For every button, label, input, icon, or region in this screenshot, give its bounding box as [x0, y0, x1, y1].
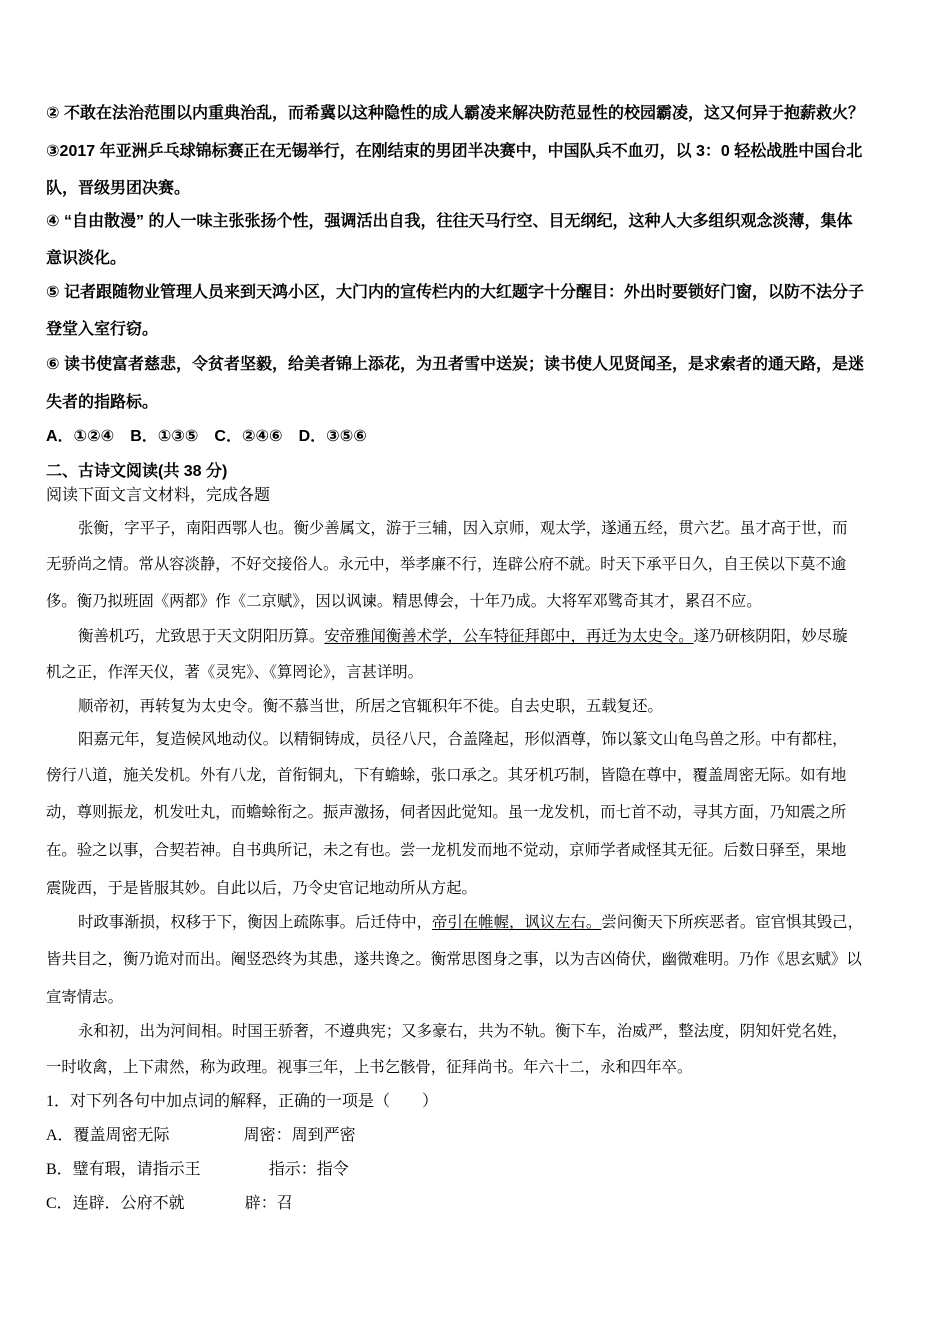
- option-b-text: B．璧有瑕，请指示王: [46, 1161, 201, 1178]
- item-5-line-2: 登堂入室行窃。: [46, 321, 159, 338]
- item-4-line-1: ④ “自由散漫” 的人一味主张张扬个性，强调活出自我，往往天马行空、目无纲纪，这种人大多组织观念淡薄，集体: [46, 213, 853, 230]
- passage-p1-line-1: 张衡，字平子，南阳西鄂人也。衡少善属文，游于三辅，因入京师，观太学，遂通五经，贯六艺。虽才高于世，而: [78, 519, 848, 537]
- passage-p4-line-2: 傍行八道，施关发机。外有八龙，首衔铜丸，下有蟾蜍，张口承之。其牙机巧制，皆隐在尊中，覆盖周密无际。如有地: [46, 766, 847, 784]
- passage-p5-line-1: [78, 910, 863, 932]
- passage-p5-text-a: 时政事渐损，权移于下，衡因上疏陈事。后迁侍中，: [78, 913, 432, 931]
- item-5-line-1: ⑤ 记者跟随物业管理人员来到天鸿小区，大门内的宣传栏内的大红题字十分醒目：外出时要锁好门窗，以防不法分子: [46, 284, 864, 301]
- option-a-text: A．覆盖周密无际: [46, 1127, 170, 1144]
- option-b-gloss: 指示：指令: [268, 1161, 349, 1178]
- passage-p2-text-a: 衡善机巧，尤致思于天文阴阳历算。: [78, 627, 325, 645]
- passage-p4-line-4: 在。验之以事，合契若神。自书典所记，未之有也。尝一龙机发而地不觉动，京师学者咸怪其无征。后数日驿至，果地: [46, 841, 847, 859]
- passage-p5-line-2: 皆共目之，衡乃诡对而出。阉竖恐终为其患，遂共谗之。衡常思图身之事，以为吉凶倚伏，幽微难明。乃作《思玄赋》以: [46, 950, 862, 968]
- item-3-line-1: ③2017 年亚洲乒乓球锦标赛正在无锡举行，在刚结束的男团半决赛中，中国队兵不血刃，以 3：0 轻松战胜中国台北: [46, 143, 863, 160]
- passage-p6-line-2: 一时收禽，上下肃然，称为政理。视事三年，上书乞骸骨，征拜尚书。年六十二，永和四年卒。: [46, 1058, 693, 1076]
- passage-p4-line-1: 阳嘉元年，复造候风地动仪。以精铜铸成，员径八尺，合盖隆起，形似酒尊，饰以篆文山龟鸟兽之形。中有都柱，: [78, 730, 848, 748]
- passage-p2-line-1: [78, 624, 848, 646]
- section-heading: 二、古诗文阅读(共 38 分): [46, 463, 228, 480]
- passage-p1-line-3: 侈。衡乃拟班固《两都》作《二京赋》，因以讽谏。精思傅会，十年乃成。大将军邓骘奇其才，累召不应。: [46, 592, 762, 610]
- passage-p2-line-2: 机之正，作浑天仪，著《灵宪》、《算罔论》，言甚详明。: [46, 663, 424, 681]
- underlined-sentence-1: 安帝雅闻衡善术学，公车特征拜郎中，再迁为太史令。: [324, 627, 694, 645]
- section-instruction: 阅读下面文言文材料，完成各题: [46, 487, 271, 504]
- passage-p6-line-1: 永和初，出为河间相。时国王骄奢，不遵典宪；又多豪右，共为不轨。衡下车，治威严，整法度，阴知奸党名姓，: [78, 1022, 848, 1040]
- passage-p1-line-2: 无骄尚之情。常从容淡静，不好交接俗人。永元中，举孝廉不行，连辟公府不就。时天下承平日久，自王侯以下莫不逾: [46, 555, 847, 573]
- item-2: ② 不敢在法治范围以内重典治乱，而希冀以这种隐性的成人霸凌来解决防范显性的校园霸凌，这又何异于抱薪救火？: [46, 105, 864, 122]
- passage-p5-text-b: 尝问衡天下所疾恶者。宦官惧其毁己，: [601, 913, 863, 931]
- question-1-option-c: [46, 1190, 293, 1213]
- option-c-gloss: 辟：召: [244, 1195, 293, 1212]
- answer-options: A．①②④ B．①③⑤ C．②④⑥ D．③⑤⑥: [46, 428, 367, 445]
- question-1-option-b: [46, 1156, 349, 1179]
- passage-p5-line-3: 宣寄情志。: [46, 988, 123, 1006]
- item-4-line-2: 意识淡化。: [46, 250, 127, 267]
- passage-p2-text-b: 遂乃研核阴阳，妙尽璇: [693, 627, 848, 645]
- question-1-option-a: [46, 1122, 356, 1145]
- question-1-stem: 1．对下列各句中加点词的解释，正确的一项是（ ）: [46, 1093, 439, 1110]
- passage-p3: 顺帝初，再转复为太史令。衡不慕当世，所居之官辄积年不徙。自去史职，五载复还。: [78, 697, 663, 715]
- item-6-line-2: 失者的指路标。: [46, 394, 159, 411]
- passage-p4-line-3: 动，尊则振龙，机发吐丸，而蟾蜍衔之。振声激扬，伺者因此觉知。虽一龙发机，而七首不动，寻其方面，乃知震之所: [46, 803, 847, 821]
- item-6-line-1: ⑥ 读书使富者慈悲，令贫者坚毅，给美者锦上添花，为丑者雪中送炭；读书使人见贤闻圣，是求索者的通天路，是迷: [46, 356, 864, 373]
- passage-p4-line-5: 震陇西，于是皆服其妙。自此以后，乃令史官记地动所从方起。: [46, 879, 477, 897]
- option-a-gloss: 周密：周到严密: [243, 1127, 356, 1144]
- option-c-text: C．连辟．公府不就: [46, 1195, 185, 1212]
- item-3-line-2: 队，晋级男团决赛。: [46, 180, 191, 197]
- underlined-sentence-2: 帝引在帷幄，讽议左右。: [432, 913, 602, 931]
